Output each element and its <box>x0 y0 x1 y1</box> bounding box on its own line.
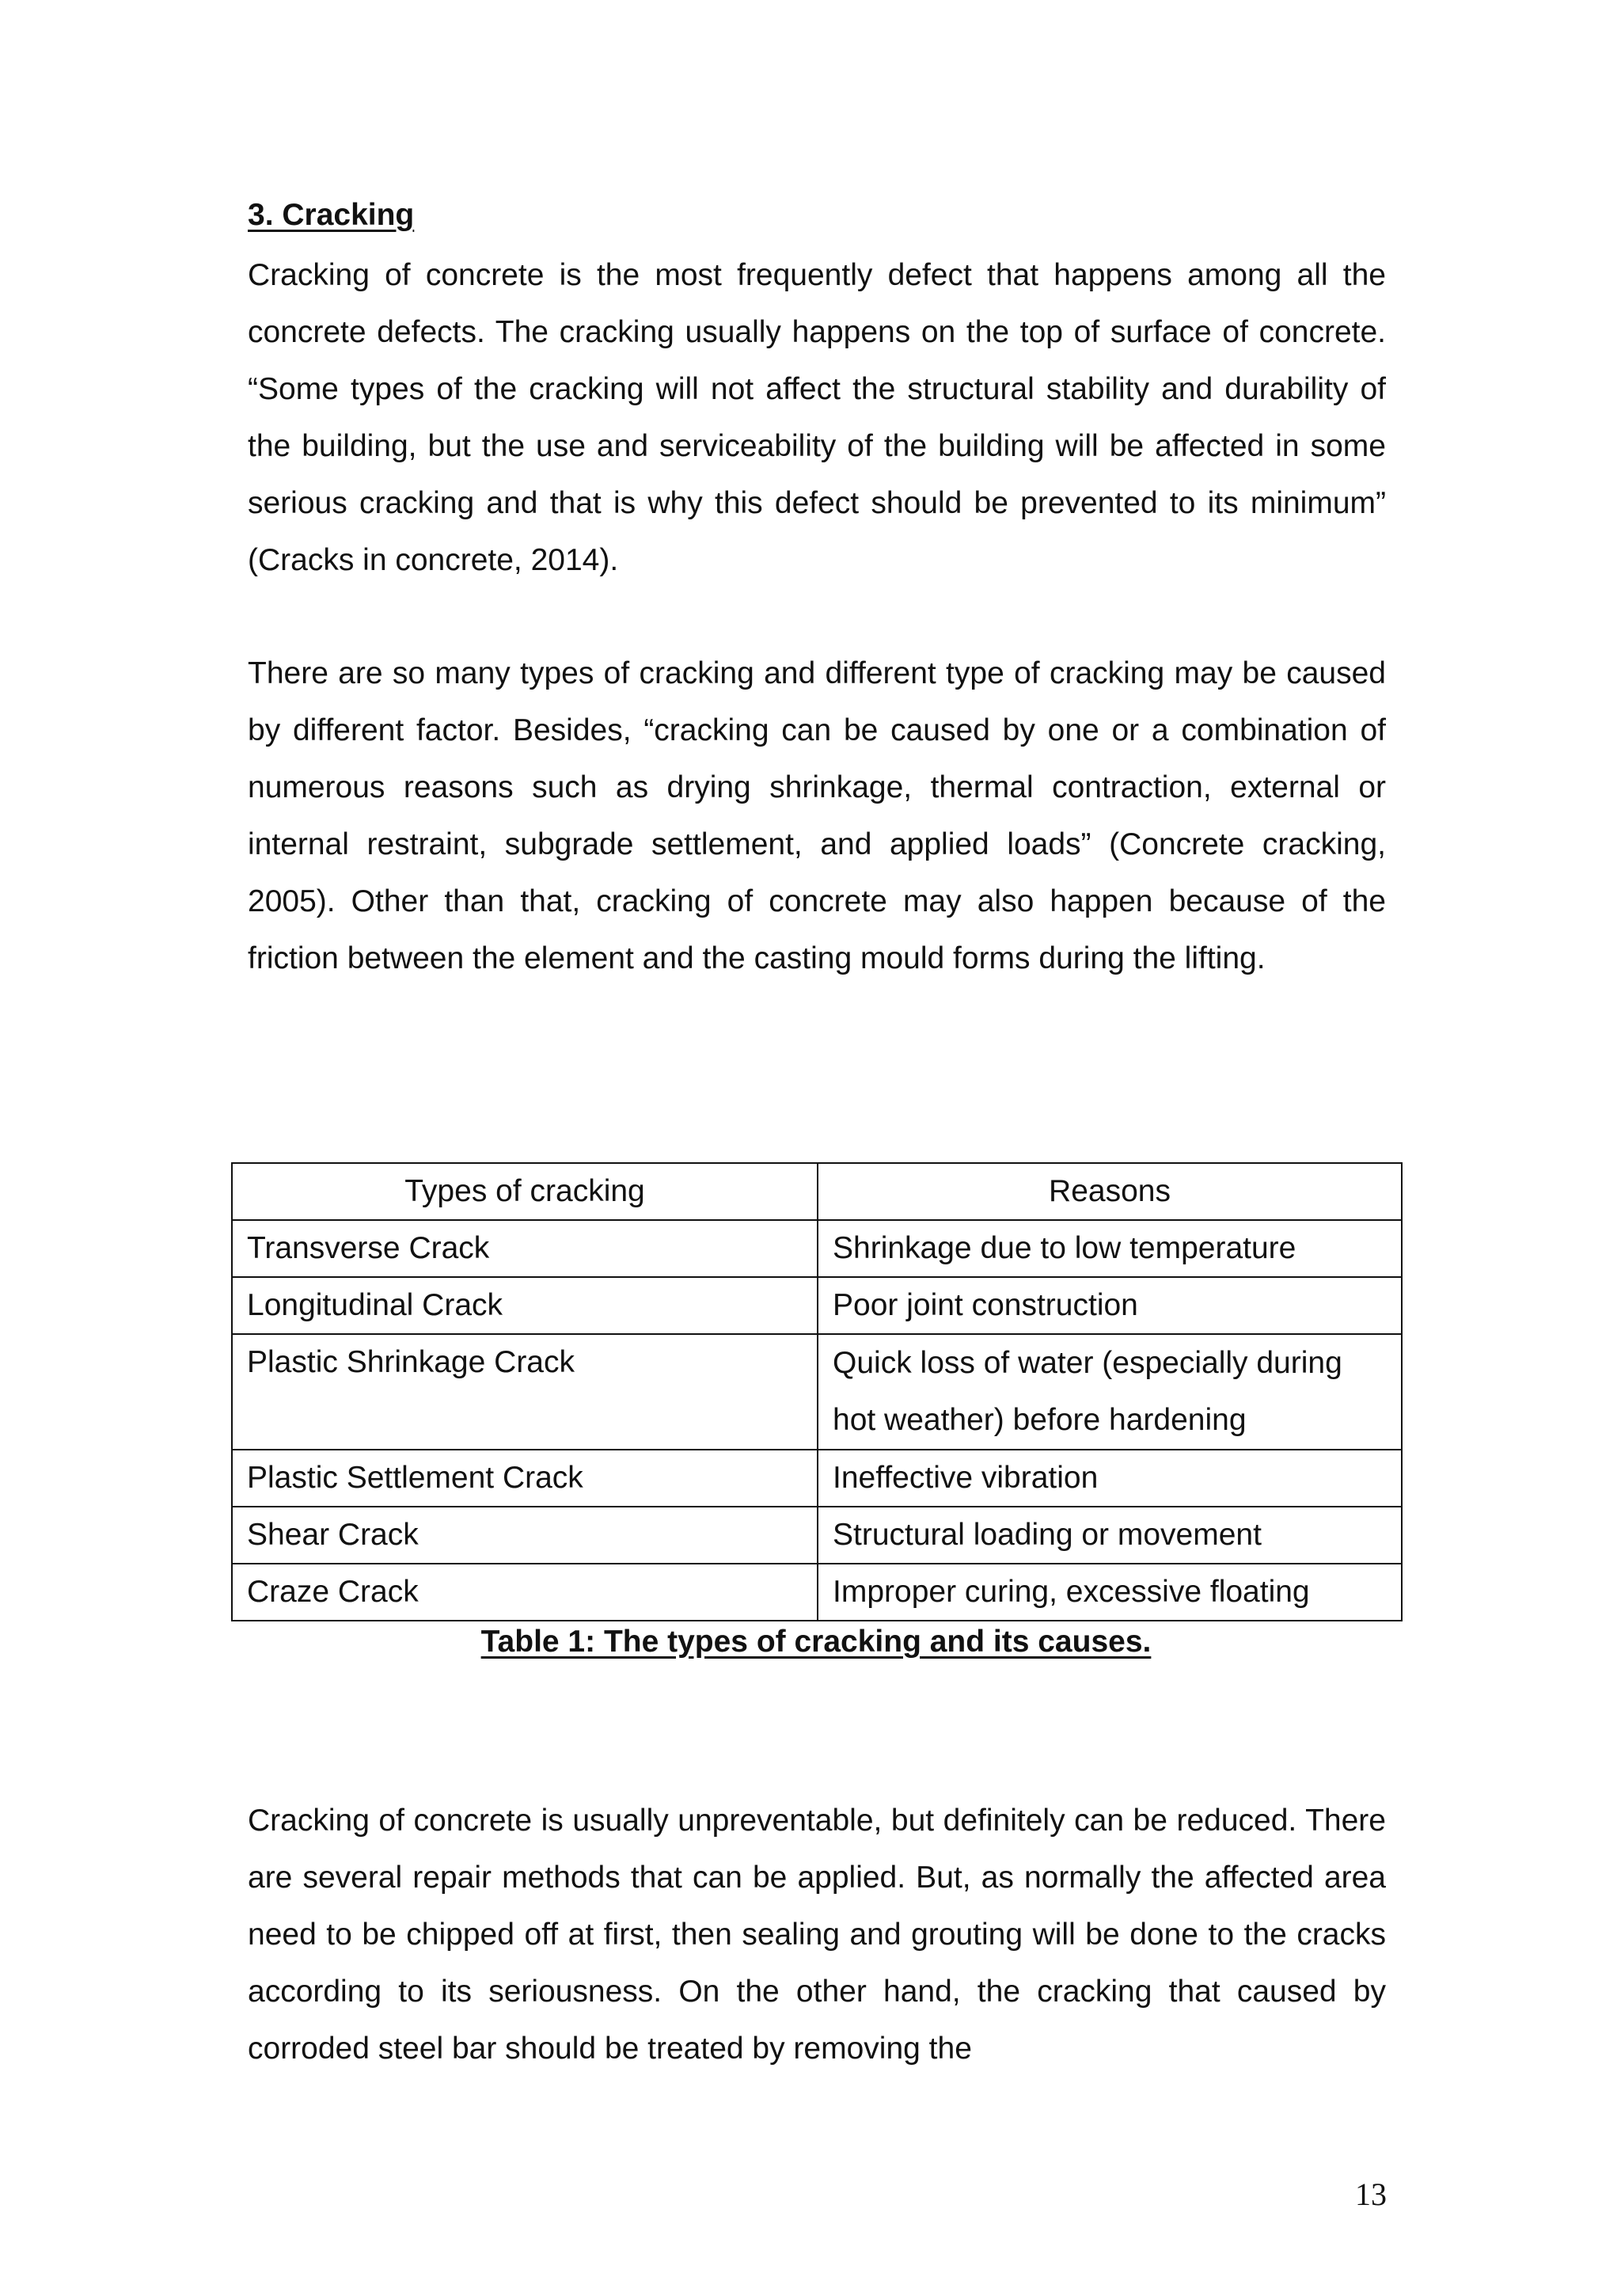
table-row <box>232 1450 1402 1507</box>
crack-reason-cell: Structural loading or movement <box>818 1507 1402 1564</box>
crack-type-cell: Craze Crack <box>232 1564 818 1621</box>
cracking-table-container <box>231 1162 1401 1621</box>
crack-type-cell: Transverse Crack <box>232 1220 818 1277</box>
table-row <box>232 1277 1402 1334</box>
paragraph-repair: Cracking of concrete is usually unpreventable, but definitely can be reduced. There are several repair methods that can be applied. But, as normally the affected area need to be chipped off at first, then sealing and grouting will be done to the cracks according to its seriousness. On the other hand, the cracking that caused by corroded steel bar should be treated by removing the <box>248 1804 1386 2066</box>
table-caption: Table 1: The types of cracking and its causes. <box>480 1625 1152 1659</box>
crack-reason-cell: Improper curing, excessive floating <box>818 1564 1402 1621</box>
table-row <box>232 1564 1402 1621</box>
page-number: 13 <box>1355 2176 1387 2212</box>
table-row <box>232 1334 1402 1450</box>
crack-reason-cell: Ineffective vibration <box>818 1450 1402 1507</box>
crack-type-cell: Shear Crack <box>232 1507 818 1564</box>
paragraph-causes: There are so many types of cracking and different type of cracking may be caused by different factor. Besides, “cracking can be caused by one or a combination of numerous reasons such as drying shrinkage, thermal contraction, external or internal restraint, subgrade settlement, and applied loads” (Concrete cracking, 2005). Other than that, cracking of concrete may also happen because of the friction between the element and the casting mould forms during the lifting. <box>248 656 1386 975</box>
column-header-reasons: Reasons <box>818 1163 1402 1220</box>
crack-reason-cell: Poor joint construction <box>818 1277 1402 1334</box>
table-row <box>232 1507 1402 1564</box>
crack-type-cell: Plastic Settlement Crack <box>232 1450 818 1507</box>
paragraph-intro: Cracking of concrete is the most frequently defect that happens among all the concrete defects. The cracking usually happens on the top of surface of concrete. “Some types of the cracking will not affect the structural stability and durability of the building, but the use and serviceability of the building will be affected in some serious cracking and that is why this defect should be prevented to its minimum” (Cracks in concrete, 2014). <box>248 258 1386 577</box>
table-row <box>232 1220 1402 1277</box>
crack-reason-cell: Quick loss of water (especially during hot weather) before hardening <box>818 1334 1402 1450</box>
crack-type-cell: Plastic Shrinkage Crack <box>232 1334 818 1450</box>
table-header-row <box>232 1163 1402 1220</box>
crack-reason-cell: Shrinkage due to low temperature <box>818 1220 1402 1277</box>
cracking-types-table <box>231 1162 1403 1621</box>
section-heading: 3. Cracking <box>248 198 415 232</box>
column-header-types: Types of cracking <box>232 1163 818 1220</box>
crack-type-cell: Longitudinal Crack <box>232 1277 818 1334</box>
